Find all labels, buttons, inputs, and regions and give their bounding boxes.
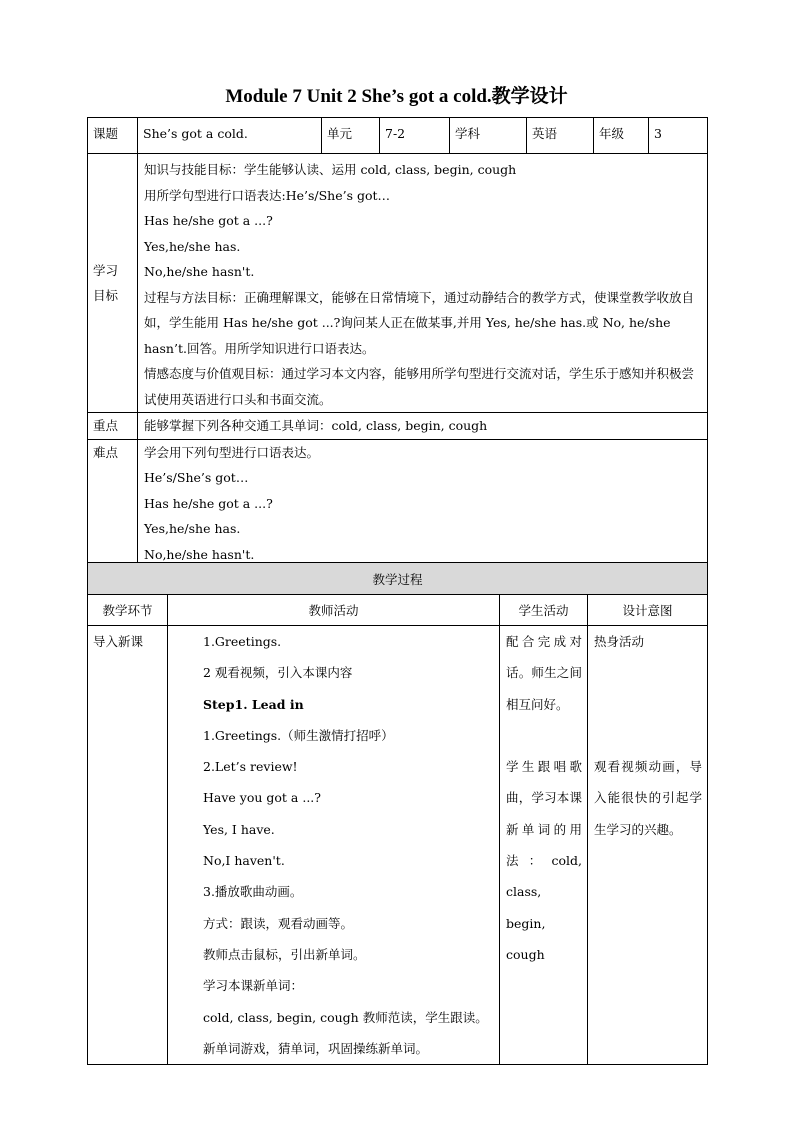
goal-line: 用所学句型进行口语表达:He’s/She’s got… bbox=[144, 187, 391, 203]
goal-line: No,he/she hasn't. bbox=[144, 264, 255, 279]
student-activity-2: 学生跟唱歌曲，学习本课新单词的用法：cold, class, begin, cough bbox=[506, 759, 582, 962]
teacher-line: 教师点击鼠标，引出新单词。 bbox=[203, 946, 366, 962]
teacher-line: 3.播放歌曲动画。 bbox=[203, 884, 303, 900]
teacher-line: 1.Greetings.（师生激情打招呼） bbox=[203, 727, 394, 743]
teacher-line: 方式：跟读，观看动画等。 bbox=[203, 915, 354, 931]
difficulty-line: No,he/she hasn't. bbox=[144, 546, 255, 562]
col-student: 学生活动 bbox=[500, 595, 588, 626]
teacher-line: cold, class, begin, cough 教师范读，学生跟读。 bbox=[203, 1009, 488, 1025]
key-points-label: 重点 bbox=[88, 413, 138, 440]
process-header: 教学过程 bbox=[88, 563, 708, 595]
teacher-line: Step1. Lead in bbox=[203, 696, 304, 712]
student-activity-cell bbox=[500, 626, 588, 1065]
teacher-line: 2.Let’s review! bbox=[203, 759, 298, 775]
col-teacher: 教师活动 bbox=[168, 595, 500, 626]
goal-line: Has he/she got a ...? bbox=[144, 213, 273, 228]
teacher-activity-cell bbox=[168, 626, 500, 1065]
teacher-line: No,I haven't. bbox=[203, 853, 285, 869]
emotion-goal: 情感态度与价值观目标：通过学习本文内容，能够用所学句型进行交流对话，学生乐于感知并积极尝试使用英语进行口头和书面交流。 bbox=[144, 366, 695, 407]
teacher-line: 2 观看视频，引入本课内容 bbox=[203, 665, 353, 681]
teacher-line: Have you got a ...? bbox=[203, 790, 321, 806]
teacher-line: Yes, I have. bbox=[203, 821, 275, 837]
grade-value: 3 bbox=[649, 118, 708, 154]
difficulty-line: Yes,he/she has. bbox=[144, 521, 241, 536]
lesson-info-table bbox=[87, 117, 708, 568]
unit-value: 7-2 bbox=[380, 118, 450, 154]
key-points-row bbox=[88, 413, 708, 440]
topic-value: She’s got a cold. bbox=[138, 118, 322, 154]
difficulty-line: He’s/She’s got… bbox=[144, 470, 249, 485]
process-columns-row bbox=[88, 595, 708, 626]
difficulty-line: Has he/she got a ...? bbox=[144, 495, 273, 511]
difficulties-label: 难点 bbox=[88, 439, 138, 568]
topic-label: 课题 bbox=[88, 118, 138, 154]
unit-label: 单元 bbox=[322, 118, 380, 154]
process-row-intro bbox=[88, 626, 708, 1065]
teaching-process-table bbox=[87, 562, 708, 1065]
intent-2: 观看视频动画，导入能很快的引起学生学习的兴趣。 bbox=[594, 759, 703, 837]
goals-label: 学习 目标 bbox=[88, 154, 138, 413]
goal-line: 知识与技能目标：学生能够认读、运用 cold, class, begin, cough bbox=[144, 162, 517, 177]
subject-label: 学科 bbox=[450, 118, 527, 154]
goals-row bbox=[88, 154, 708, 413]
intent-1: 热身活动 bbox=[594, 634, 645, 649]
intent-cell bbox=[588, 626, 708, 1065]
teacher-line: 学习本课新单词： bbox=[203, 978, 304, 994]
process-header-row bbox=[88, 563, 708, 595]
subject-value: 英语 bbox=[527, 118, 594, 154]
document-title: Module 7 Unit 2 She’s got a cold.教学设计 bbox=[225, 86, 568, 107]
goal-line: Yes,he/she has. bbox=[144, 238, 241, 254]
col-intent: 设计意图 bbox=[588, 595, 708, 626]
grade-label: 年级 bbox=[594, 118, 649, 154]
teacher-line: 1.Greetings. bbox=[203, 634, 282, 649]
teacher-line: 新单词游戏，猜单词，巩固操练新单词。 bbox=[203, 1040, 429, 1056]
col-stage: 教学环节 bbox=[88, 595, 168, 626]
info-row bbox=[88, 118, 708, 154]
goals-content bbox=[138, 154, 708, 413]
difficulties-content bbox=[138, 439, 708, 568]
key-points-text: 能够掌握下列各种交通工具单词：cold, class, begin, cough bbox=[138, 413, 708, 440]
stage-cell: 导入新课 bbox=[88, 626, 168, 1065]
process-goal: 过程与方法目标：正确理解课文，能够在日常情境下，通过动静结合的教学方式，使课堂教学收放自如，学生能用 Has he/she got ...?询问某人正在做某事,并用 Yes, he/she has.或 No, he/she hasn’t.回答。用所学知识进行口语表达。 bbox=[144, 289, 695, 356]
student-activity-1: 配合完成对话。师生之间相互问好。 bbox=[506, 634, 582, 712]
difficulty-line: 学会用下列句型进行口语表达。 bbox=[144, 444, 320, 460]
difficulties-row bbox=[88, 439, 708, 568]
